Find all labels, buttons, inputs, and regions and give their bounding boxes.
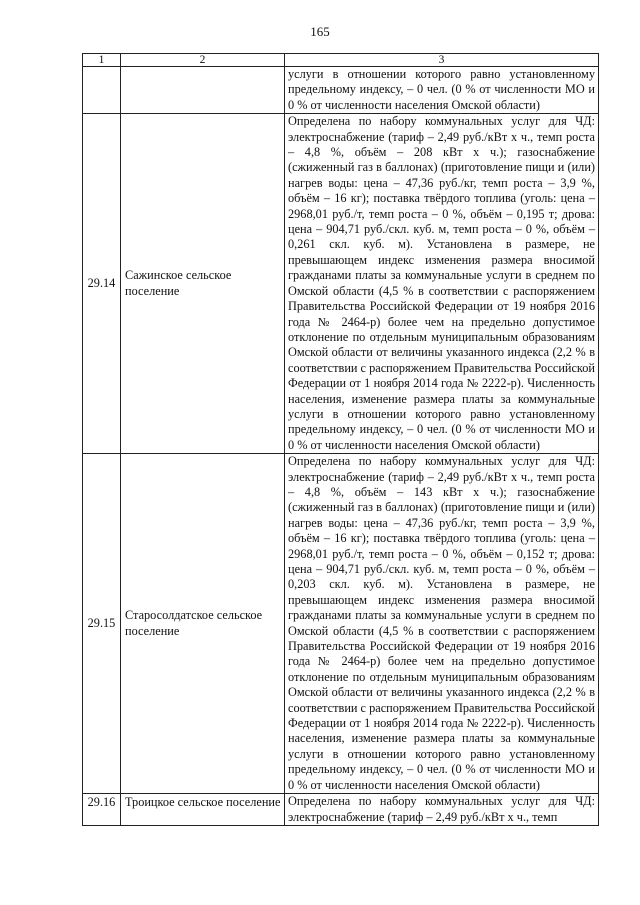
header-col-2: 2 <box>121 54 285 67</box>
header-col-1: 1 <box>83 54 121 67</box>
table-header-row <box>83 54 599 67</box>
table-row <box>83 114 599 454</box>
table-row <box>83 794 599 826</box>
table-row <box>83 454 599 794</box>
row-number: 29.14 <box>83 114 121 454</box>
row-description: Определена по набору коммунальных услуг для ЧД: электроснабжение (тариф – 2,49 руб./кВт х ч., темп роста – 4,8 %, объём – 143 кВт х ч.); газоснабжение (сжиженный газ в баллонах) (приготовление пищи и (или) нагрев воды: цена – 47,36 руб./кг, темп роста – 3,9 %, объём – 16 кг); поставка твёрдого топлива (уголь: цена – 2968,01 руб./т, темп роста – 0 %, объём – 0,152 т; дрова: цена – 904,71 руб./скл. куб. м, темп роста – 0 %, объём – 0,203 скл. куб. м). Установлена в размере, не превышающем индекс изменения размера вносимой гражданами платы за коммунальные услуги в среднем по Омской области (4,5 % в соответствии с распоряжением Правительства Российской Федерации от 19 ноября 2016 года № 2464-р) более чем на предельно допустимое отклонение по отдельным муниципальным образованиям Омской области от величины указанного индекса (2,2 % в соответствии с распоряжением Правительства Российской Федерации от 1 ноября 2014 года № 2222-р). Численность населения, изменение размера платы за коммунальные услуги в отношении которого равно установленному предельному индексу, – 0 чел. (0 % от численности МО и 0 % от численности населения Омской области) <box>285 454 599 794</box>
page-number: 165 <box>310 24 330 39</box>
row-description: услуги в отношении которого равно установленному предельному индексу, – 0 чел. (0 % от численности МО и 0 % от численности населения Омской области) <box>285 67 599 114</box>
header-col-3: 3 <box>285 54 599 67</box>
row-number <box>83 67 121 114</box>
row-number: 29.16 <box>83 794 121 826</box>
municipal-utilities-table <box>82 53 599 826</box>
row-description: Определена по набору коммунальных услуг для ЧД: электроснабжение (тариф – 2,49 руб./кВт х ч., темп <box>285 794 599 826</box>
row-number: 29.15 <box>83 454 121 794</box>
table-row <box>83 67 599 114</box>
row-description: Определена по набору коммунальных услуг для ЧД: электроснабжение (тариф – 2,49 руб./кВт х ч., темп роста – 4,8 %, объём – 208 кВт х ч.); газоснабжение (сжиженный газ в баллонах) (приготовление пищи и (или) нагрев воды: цена – 47,36 руб./кг, темп роста – 3,9 %, объём – 16 кг); поставка твёрдого топлива (уголь: цена – 2968,01 руб./т, темп роста – 0 %, объём – 0,195 т; дрова: цена – 904,71 руб./скл. куб. м, темп роста – 0 %, объём – 0,261 скл. куб. м). Установлена в размере, не превышающем индекс изменения размера вносимой гражданами платы за коммунальные услуги в среднем по Омской области (4,5 % в соответствии с распоряжением Правительства Российской Федерации от 19 ноября 2016 года № 2464-р) более чем на предельно допустимое отклонение по отдельным муниципальным образованиям Омской области от величины указанного индекса (2,2 % в соответствии с распоряжением Правительства Российской Федерации от 1 ноября 2014 года № 2222-р). Численность населения, изменение размера платы за коммунальные услуги в отношении которого равно установленному предельному индексу, – 0 чел. (0 % от численности МО и 0 % от численности населения Омской области) <box>285 114 599 454</box>
settlement-name <box>121 67 285 114</box>
settlement-name: Старосолдатское сельское поселение <box>121 454 285 794</box>
settlement-name: Сажинское сельское поселение <box>121 114 285 454</box>
settlement-name: Троицкое сельское поселение <box>121 794 285 826</box>
